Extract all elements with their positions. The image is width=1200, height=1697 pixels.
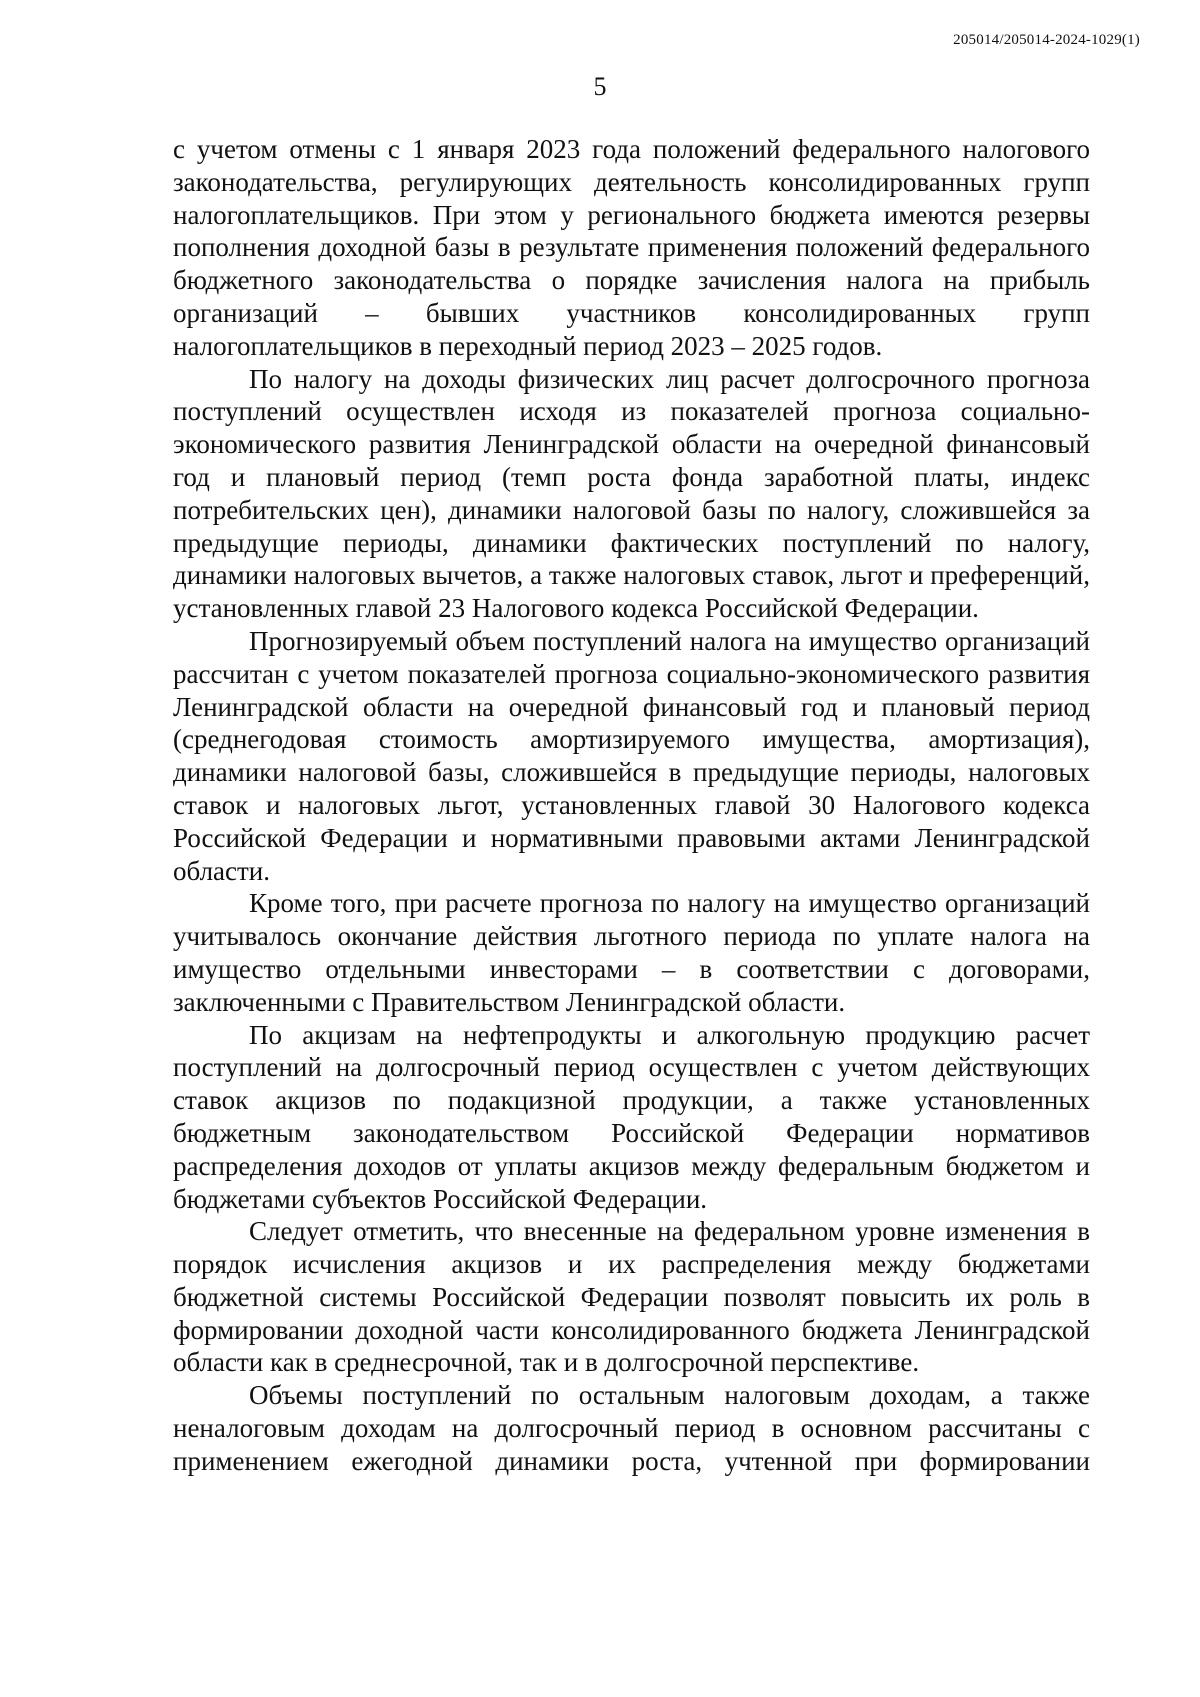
paragraph-1: с учетом отмены с 1 января 2023 года положений федерального налогового законодательства, регулирующих деятельность консолидированных групп налогоплательщиков. При этом у регионального бюджета имеются резервы пополнения доходной базы в результате применения положений федерального бюджетного законодательства о порядке зачисления налога на прибыль организаций – бывших участников консолидированных групп налогоплательщиков в переходный период 2023 – 2025 годов.	[173, 134, 1090, 361]
page-number: 5	[593, 72, 607, 101]
document-body	[173, 133, 1090, 1478]
paragraph-4: Кроме того, при расчете прогноза по налогу на имущество организаций учитывалось окончание действия льготного периода по уплате налога на имущество отдельными инвесторами – в соответствии с договорами, заключенными с Правительством Ленинградской области.	[173, 888, 1090, 1017]
paragraph-7: Объемы поступлений по остальным налоговым доходам, а также неналоговым доходам на долгосрочный период в основном рассчитаны с применением ежегодной динамики роста, учтенной при формировании	[173, 1380, 1090, 1476]
document-id: 205014/205014-2024-1029(1)	[953, 32, 1140, 48]
paragraph-2: По налогу на доходы физических лиц расчет долгосрочного прогноза поступлений осуществлен исходя из показателей прогноза социально-экономического развития Ленинградской области на очередной финансовый год и плановый период (темп роста фонда заработной платы, индекс потребительских цен), динамики налоговой базы по налогу, сложившейся за предыдущие периоды, динамики фактических поступлений по налогу, динамики налоговых вычетов, а также налоговых ставок, льгот и преференций, установленных главой 23 Налогового кодекса Российской Федерации.	[173, 363, 1090, 624]
paragraph-6: Следует отметить, что внесенные на федеральном уровне изменения в порядок исчисления акцизов и их распределения между бюджетами бюджетной системы Российской Федерации позволят повысить их роль в формировании доходной части консолидированного бюджета Ленинградской области как в среднесрочной, так и в долгосрочной перспективе.	[173, 1216, 1090, 1378]
paragraph-3: Прогнозируемый объем поступлений налога на имущество организаций рассчитан с учетом показателей прогноза социально-экономического развития Ленинградской области на очередной финансовый год и плановый период (среднегодовая стоимость амортизируемого имущества, амортизация), динамики налоговой базы, сложившейся в предыдущие периоды, налоговых ставок и налоговых льгот, установленных главой 30 Налогового кодекса Российской Федерации и нормативными правовыми актами Ленинградской области.	[173, 625, 1090, 886]
paragraph-5: По акцизам на нефтепродукты и алкогольную продукцию расчет поступлений на долгосрочный период осуществлен с учетом действующих ставок акцизов по подакцизной продукции, а также установленных бюджетным законодательством Российской Федерации нормативов распределения доходов от уплаты акцизов между федеральным бюджетом и бюджетами субъектов Российской Федерации.	[173, 1019, 1090, 1214]
